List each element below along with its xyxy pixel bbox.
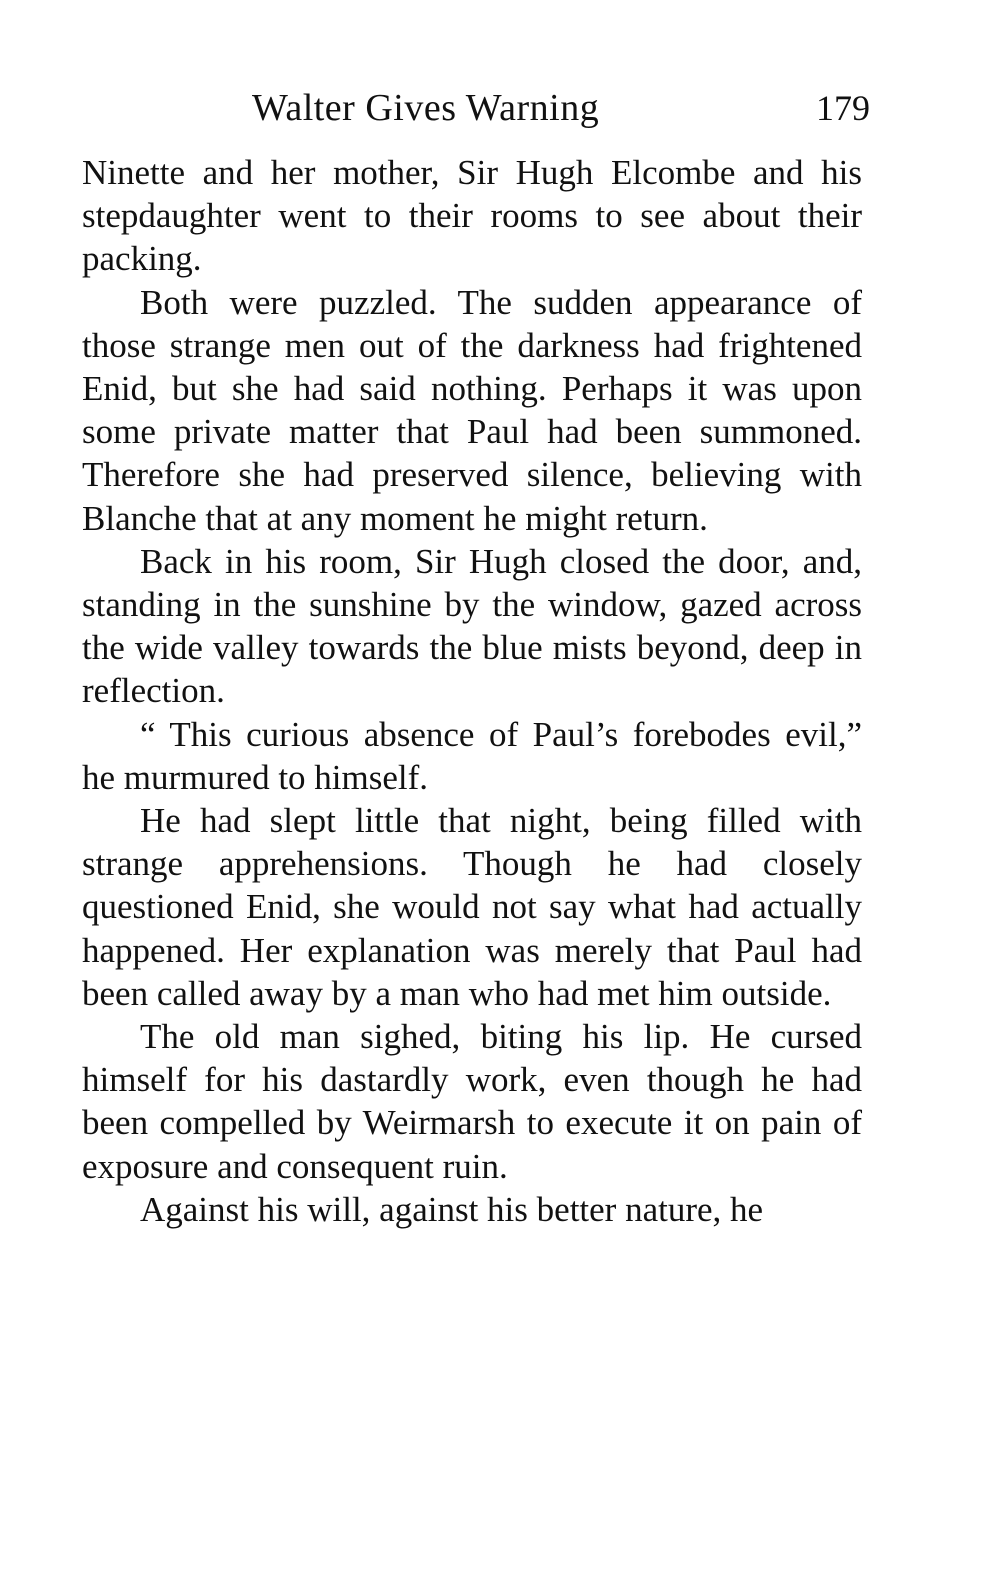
running-head bbox=[82, 80, 870, 136]
paragraph: He had slept little that night, being filled with strange apprehensions. Though he had closely questioned Enid, she would not say what had actually happened. Her explanation was merely that Paul had been called away by a man who had met him outside. bbox=[82, 801, 862, 1013]
page-number: 179 bbox=[816, 88, 870, 128]
paragraph: “ This curious absence of Paul’s forebodes evil,” he murmured to himself. bbox=[82, 714, 862, 797]
paragraph: Back in his room, Sir Hugh closed the door, and, standing in the sunshine by the window, gazed across the wide valley towards the blue mists beyond, deep in reflection. bbox=[82, 541, 862, 711]
paragraph: Ninette and her mother, Sir Hugh Elcombe and his stepdaughter went to their rooms to see about their packing. bbox=[82, 153, 862, 279]
paragraph: Against his will, against his better nature, he bbox=[140, 1189, 764, 1229]
body-text bbox=[82, 151, 862, 1231]
paragraph: The old man sighed, biting his lip. He cursed himself for his dastardly work, even though he had been compelled by Weirmarsh to execute it on pain of exposure and consequent ruin. bbox=[82, 1017, 862, 1186]
paragraph: Both were puzzled. The sudden appearance of those strange men out of the darkness had frightened Enid, but she had said nothing. Perhaps it was upon some private matter that Paul had been summoned. Therefore she had preserved silence, believing with Blanche that at any moment he might return. bbox=[82, 282, 862, 538]
running-title: Walter Gives Warning bbox=[252, 87, 600, 129]
